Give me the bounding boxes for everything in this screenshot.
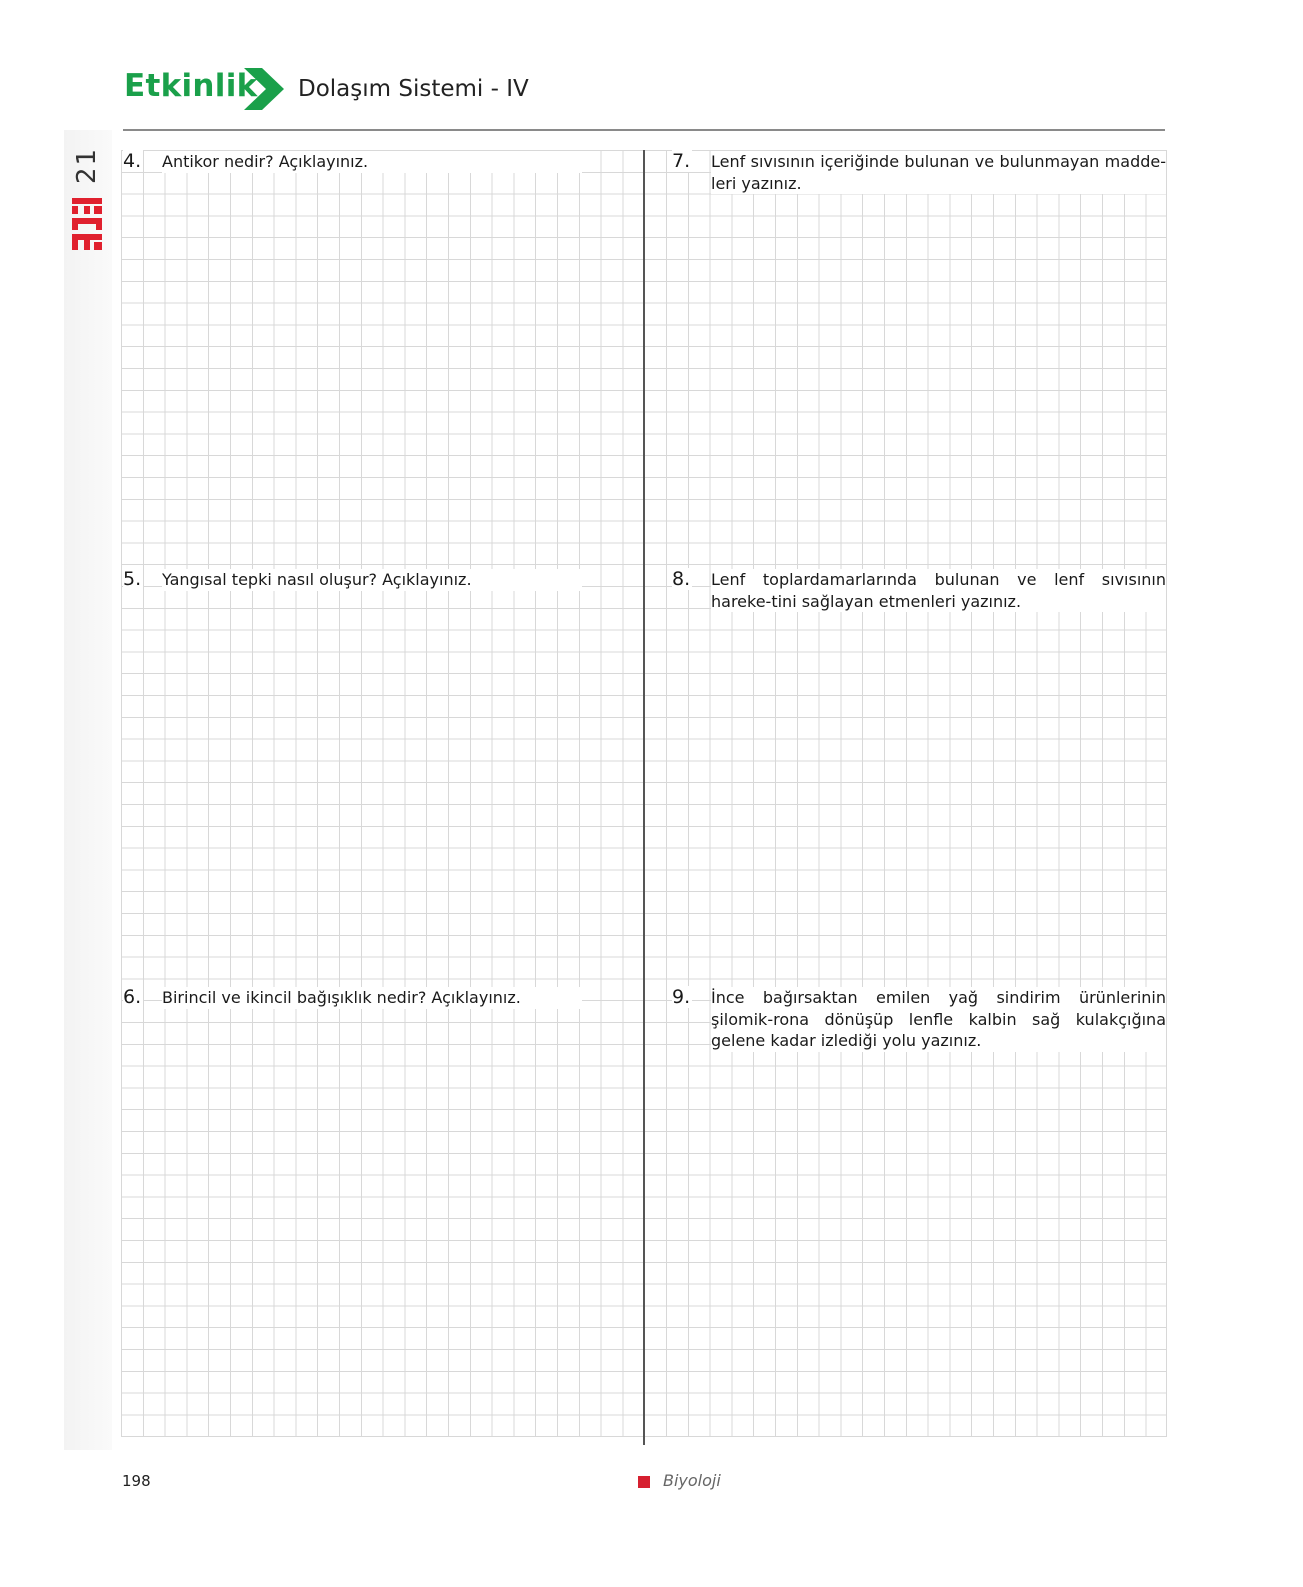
question-text: Birincil ve ikincil bağışıklık nedir? Açıklayınız. (162, 987, 582, 1009)
question-number: 9. (672, 986, 691, 1008)
question-text: İnce bağırsaktan emilen yağ sindirim ürünlerinin şilomik-rona dönüşüp lenfle kalbin sağ kulakçığına gelene kadar izlediği yolu yazınız. (711, 988, 1166, 1050)
question-number: 8. (672, 568, 691, 590)
publisher-logo (70, 196, 106, 252)
question-text: Yangısal tepki nasıl oluşur? Açıklayınız. (162, 569, 582, 591)
side-tab (68, 146, 108, 260)
question-number: 4. (123, 150, 142, 172)
question-number: 5. (123, 568, 142, 590)
page-title: Dolaşım Sistemi - IV (298, 76, 529, 102)
side-tab-number: 21 (72, 146, 102, 184)
question-text: Lenf sıvısının içeriğinde bulunan ve bulunmayan madde-leri yazınız. (711, 152, 1166, 193)
header-divider (123, 129, 1165, 131)
subject-label: Biyoloji (663, 1471, 721, 1490)
column-divider (643, 150, 645, 1445)
question-number: 6. (123, 986, 142, 1008)
question-text: Lenf toplardamarlarında bulunan ve lenf sıvısının hareke-tini sağlayan etmenleri yazınız. (711, 570, 1166, 611)
side-strip (64, 130, 112, 1450)
page-number: 198 (122, 1472, 151, 1490)
subject-marker-icon (638, 1476, 650, 1488)
question-number: 7. (672, 150, 691, 172)
page-header (124, 64, 1166, 114)
chevron-right-icon (242, 66, 286, 112)
question-text: Antikor nedir? Açıklayınız. (162, 151, 582, 173)
section-label: Etkinlik (124, 68, 258, 104)
